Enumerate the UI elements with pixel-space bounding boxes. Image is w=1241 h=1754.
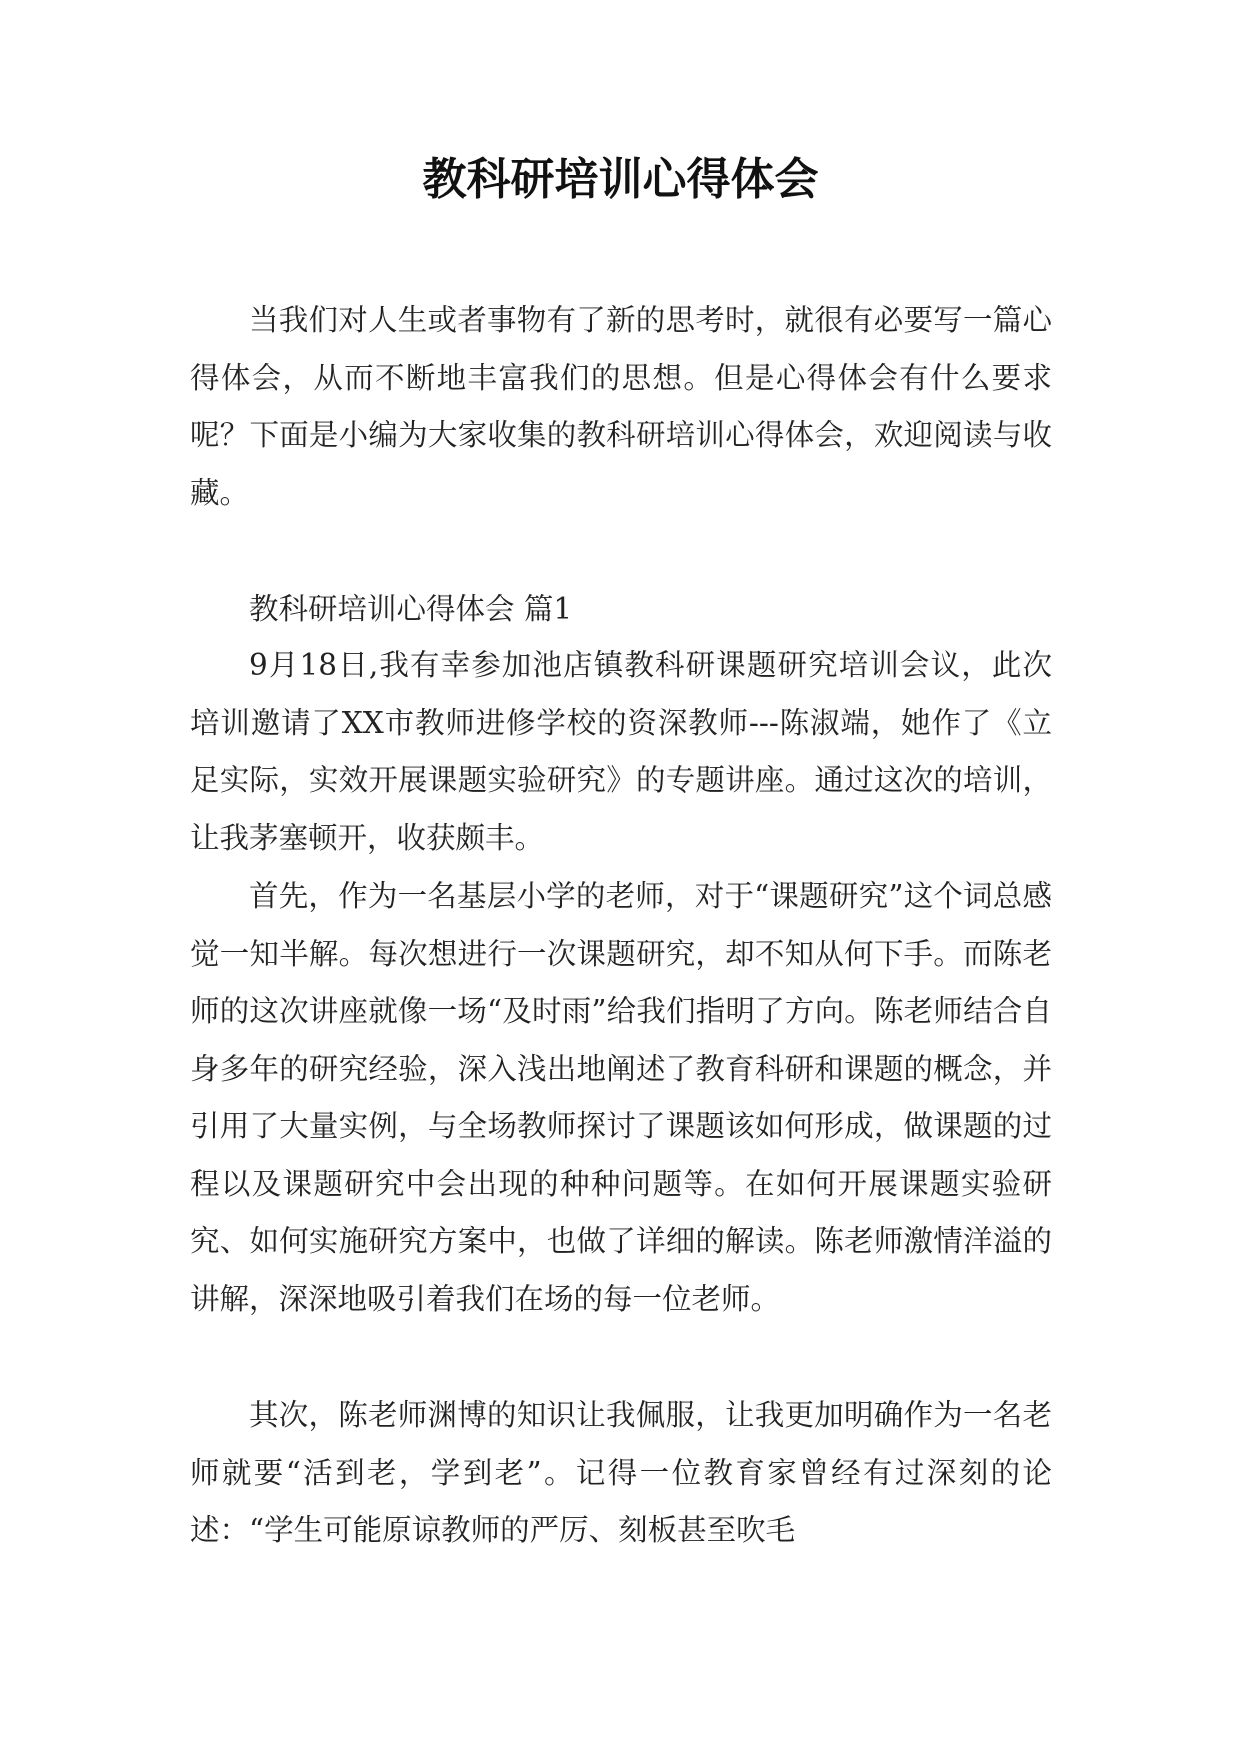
body-paragraph-2: 首先，作为一名基层小学的老师，对于“课题研究”这个词总感觉一知半解。每次想进行一次课题研究，却不知从何下手。而陈老师的这次讲座就像一场“及时雨”给我们指明了方向。陈老师结合自身多年的研究经验，深入浅出地阐述了教育科研和课题的概念，并引用了大量实例，与全场教师探讨了课题该如何形成，做课题的过程以及课题研究中会出现的种种问题等。在如何开展课题实验研究、如何实施研究方案中，也做了详细的解读。陈老师激情洋溢的讲解，深深地吸引着我们在场的每一位老师。 xyxy=(190,879,1052,1316)
document-title: 教科研培训心得体会 xyxy=(422,154,819,205)
intro-paragraph: 当我们对人生或者事物有了新的思考时，就很有必要写一篇心得体会，从而不断地丰富我们的思想。但是心得体会有什么要求呢？下面是小编为大家收集的教科研培训心得体会，欢迎阅读与收藏。 xyxy=(190,303,1052,510)
section-heading: 教科研培训心得体会 篇1 xyxy=(249,592,573,626)
body-paragraph-1: 9月18日,我有幸参加池店镇教科研课题研究培训会议，此次培训邀请了XX市教师进修学校的资深教师---陈淑端，她作了《立足实际，实效开展课题实验研究》的专题讲座。通过这次的培训，让我茅塞顿开，收获颇丰。 xyxy=(190,648,1052,855)
body-paragraph-3: 其次，陈老师渊博的知识让我佩服，让我更加明确作为一名老师就要“活到老，学到老”。记得一位教育家曾经有过深刻的论述：“学生可能原谅教师的严厉、刻板甚至吹毛 xyxy=(190,1398,1052,1547)
